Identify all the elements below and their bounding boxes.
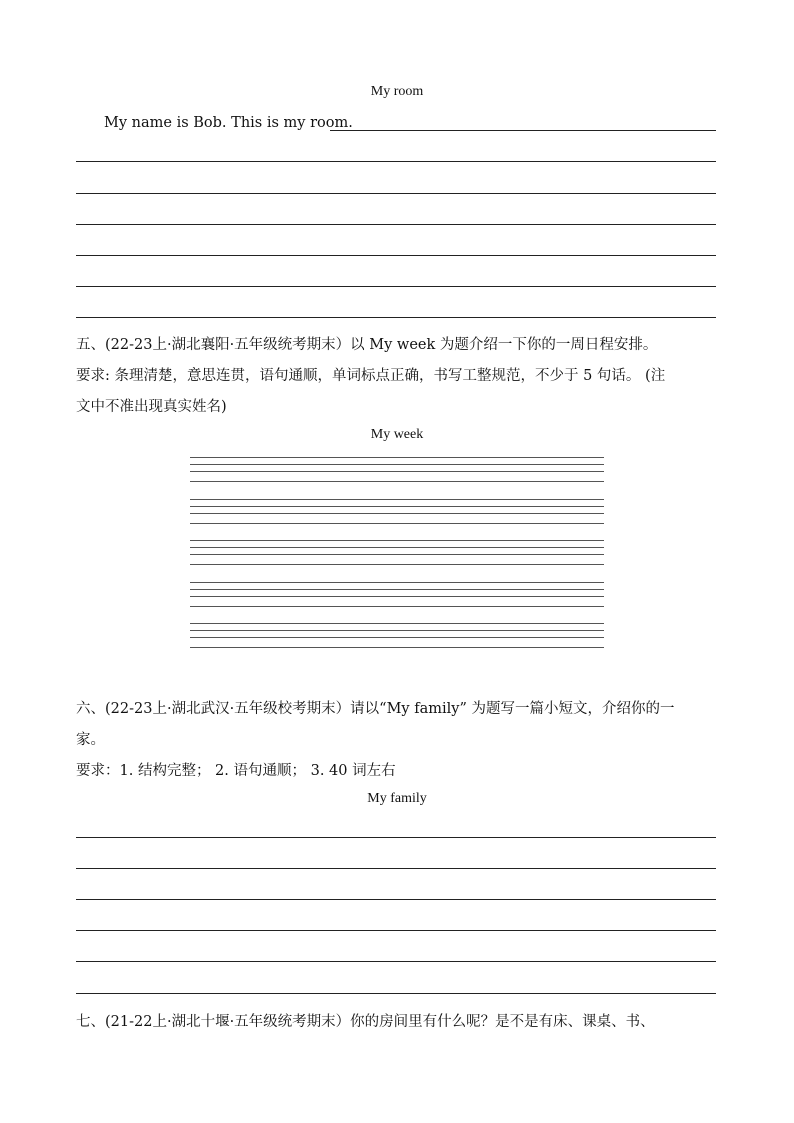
room-writing-line[interactable] xyxy=(76,224,716,225)
room-writing-line[interactable] xyxy=(76,317,716,318)
section6-heading-line1: 六、(22-23上·湖北武汉·五年级校考期末）请以“My family” 为题写一篇小短文，介绍你的一 xyxy=(76,701,675,717)
family-writing-line[interactable] xyxy=(76,961,716,962)
family-title: My family xyxy=(367,791,427,806)
room-writing-line[interactable] xyxy=(76,161,716,162)
family-writing-line[interactable] xyxy=(76,993,716,994)
section5-requirements-line2: 文中不准出现真实姓名) xyxy=(76,399,227,415)
room-opening-sentence: My name is Bob. This is my room. xyxy=(104,115,353,131)
room-writing-line[interactable] xyxy=(76,286,716,287)
family-writing-line[interactable] xyxy=(76,837,716,838)
section5-heading: 五、(22-23上·湖北襄阳·五年级统考期末）以 My week 为题介绍一下你的一周日程安排。 xyxy=(76,337,658,353)
room-writing-line-first[interactable] xyxy=(330,130,716,131)
section7-heading: 七、(21-22上·湖北十堰·五年级统考期末）你的房间里有什么呢？是不是有床、课桌、书、 xyxy=(76,1014,655,1030)
room-title: My room xyxy=(370,84,424,99)
section6-requirements: 要求：1. 结构完整； 2. 语句通顺； 3. 40 词左右 xyxy=(76,763,396,779)
family-writing-line[interactable] xyxy=(76,868,716,869)
week-title: My week xyxy=(370,427,424,442)
family-writing-line[interactable] xyxy=(76,930,716,931)
room-writing-line[interactable] xyxy=(76,193,716,194)
room-writing-line[interactable] xyxy=(76,255,716,256)
section5-requirements-line1: 要求: 条理清楚，意思连贯，语句通顺，单词标点正确，书写工整规范，不少于 5 句话。 (注 xyxy=(76,368,666,384)
section6-heading-line2: 家。 xyxy=(76,732,105,748)
family-writing-line[interactable] xyxy=(76,899,716,900)
